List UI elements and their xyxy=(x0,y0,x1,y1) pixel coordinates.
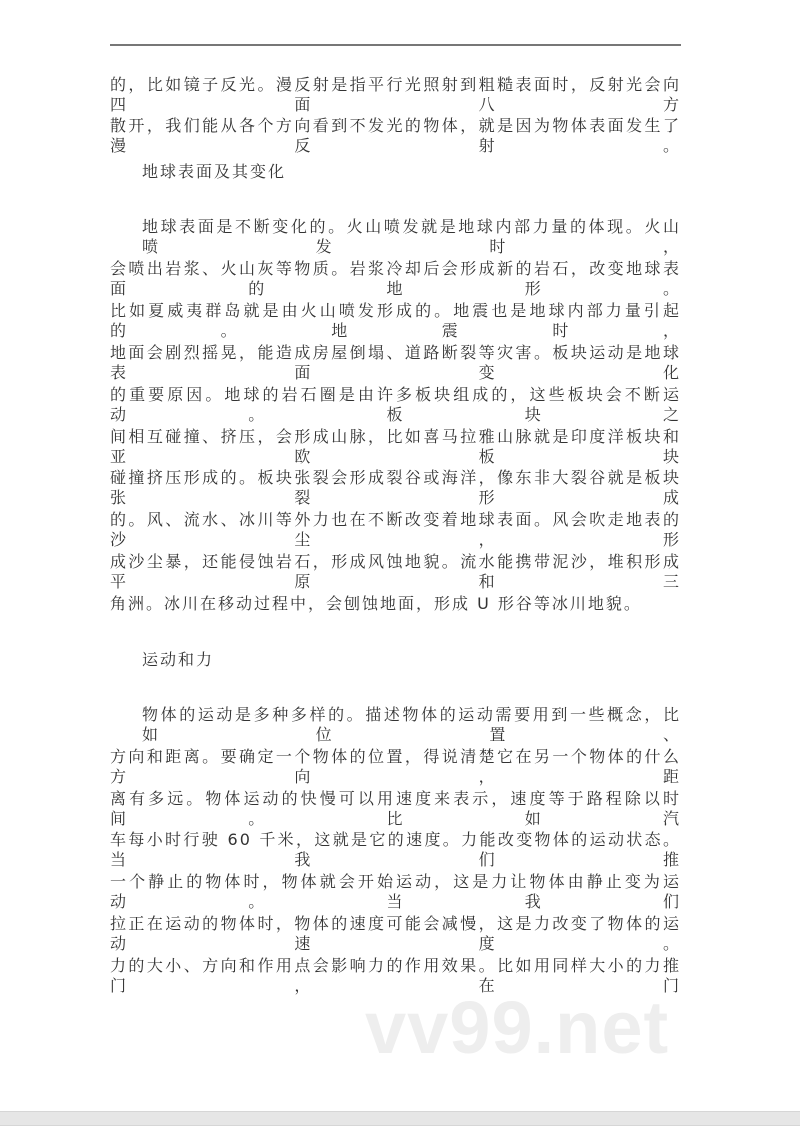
paragraph-line: 拉正在运动的物体时，物体的速度可能会减慢，这是力改变了物体的运动速度。 xyxy=(110,914,681,953)
paragraph-line: 车每小时行驶 60 千米，这就是它的速度。力能改变物体的运动状态。当我们推 xyxy=(110,830,681,869)
paragraph-line: 角洲。冰川在移动过程中，会刨蚀地面，形成 U 形谷等冰川地貌。 xyxy=(110,594,642,613)
paragraph-line: 成沙尘暴，还能侵蚀岩石，形成风蚀地貌。流水能携带泥沙，堆积形成平原和三 xyxy=(110,552,681,591)
paragraph-line: 的。风、流水、冰川等外力也在不断改变着地球表面。风会吹走地表的沙尘，形 xyxy=(110,510,681,549)
paragraph-line: 物体的运动是多种多样的。描述物体的运动需要用到一些概念，比如位置、 xyxy=(142,705,681,744)
watermark: vv99.net xyxy=(365,986,670,1069)
page-gap xyxy=(0,1111,800,1126)
paragraph-line: 离有多远。物体运动的快慢可以用速度来表示，速度等于路程除以时间。比如汽 xyxy=(110,789,681,828)
section-heading: 地球表面及其变化 xyxy=(142,162,287,181)
paragraph-line: 间相互碰撞、挤压，会形成山脉，比如喜马拉雅山脉就是印度洋板块和亚欧板块 xyxy=(110,427,681,466)
paragraph-line: 的重要原因。地球的岩石圈是由许多板块组成的，这些板块会不断运动。板块之 xyxy=(110,385,681,424)
paragraph-line: 比如夏威夷群岛就是由火山喷发形成的。地震也是地球内部力量引起的。地震时， xyxy=(110,301,681,340)
section-heading: 运动和力 xyxy=(142,650,215,669)
paragraph-line: 地球表面是不断变化的。火山喷发就是地球内部力量的体现。火山喷发时， xyxy=(142,217,681,256)
paragraph-line: 力的大小、方向和作用点会影响力的作用效果。比如用同样大小的力推门，在门 xyxy=(110,956,681,995)
paragraph-line: 一个静止的物体时，物体就会开始运动，这是力让物体由静止变为运动。当我们 xyxy=(110,872,681,911)
paragraph-line: 方向和距离。要确定一个物体的位置，得说清楚它在另一个物体的什么方向，距 xyxy=(110,747,681,786)
paragraph-line: 碰撞挤压形成的。板块张裂会形成裂谷或海洋，像东非大裂谷就是板块张裂形成 xyxy=(110,468,681,507)
paragraph-line: 散开，我们能从各个方向看到不发光的物体，就是因为物体表面发生了漫反射。 xyxy=(110,116,681,155)
paragraph-line: 会喷出岩浆、火山灰等物质。岩浆冷却后会形成新的岩石，改变地球表面的地形。 xyxy=(110,259,681,298)
paragraph-line: 的，比如镜子反光。漫反射是指平行光照射到粗糙表面时，反射光会向四面八方 xyxy=(110,75,681,114)
paragraph-line: 地面会剧烈摇晃，能造成房屋倒塌、道路断裂等灾害。板块运动是地球表面变化 xyxy=(110,343,681,382)
header-rule xyxy=(110,44,681,46)
